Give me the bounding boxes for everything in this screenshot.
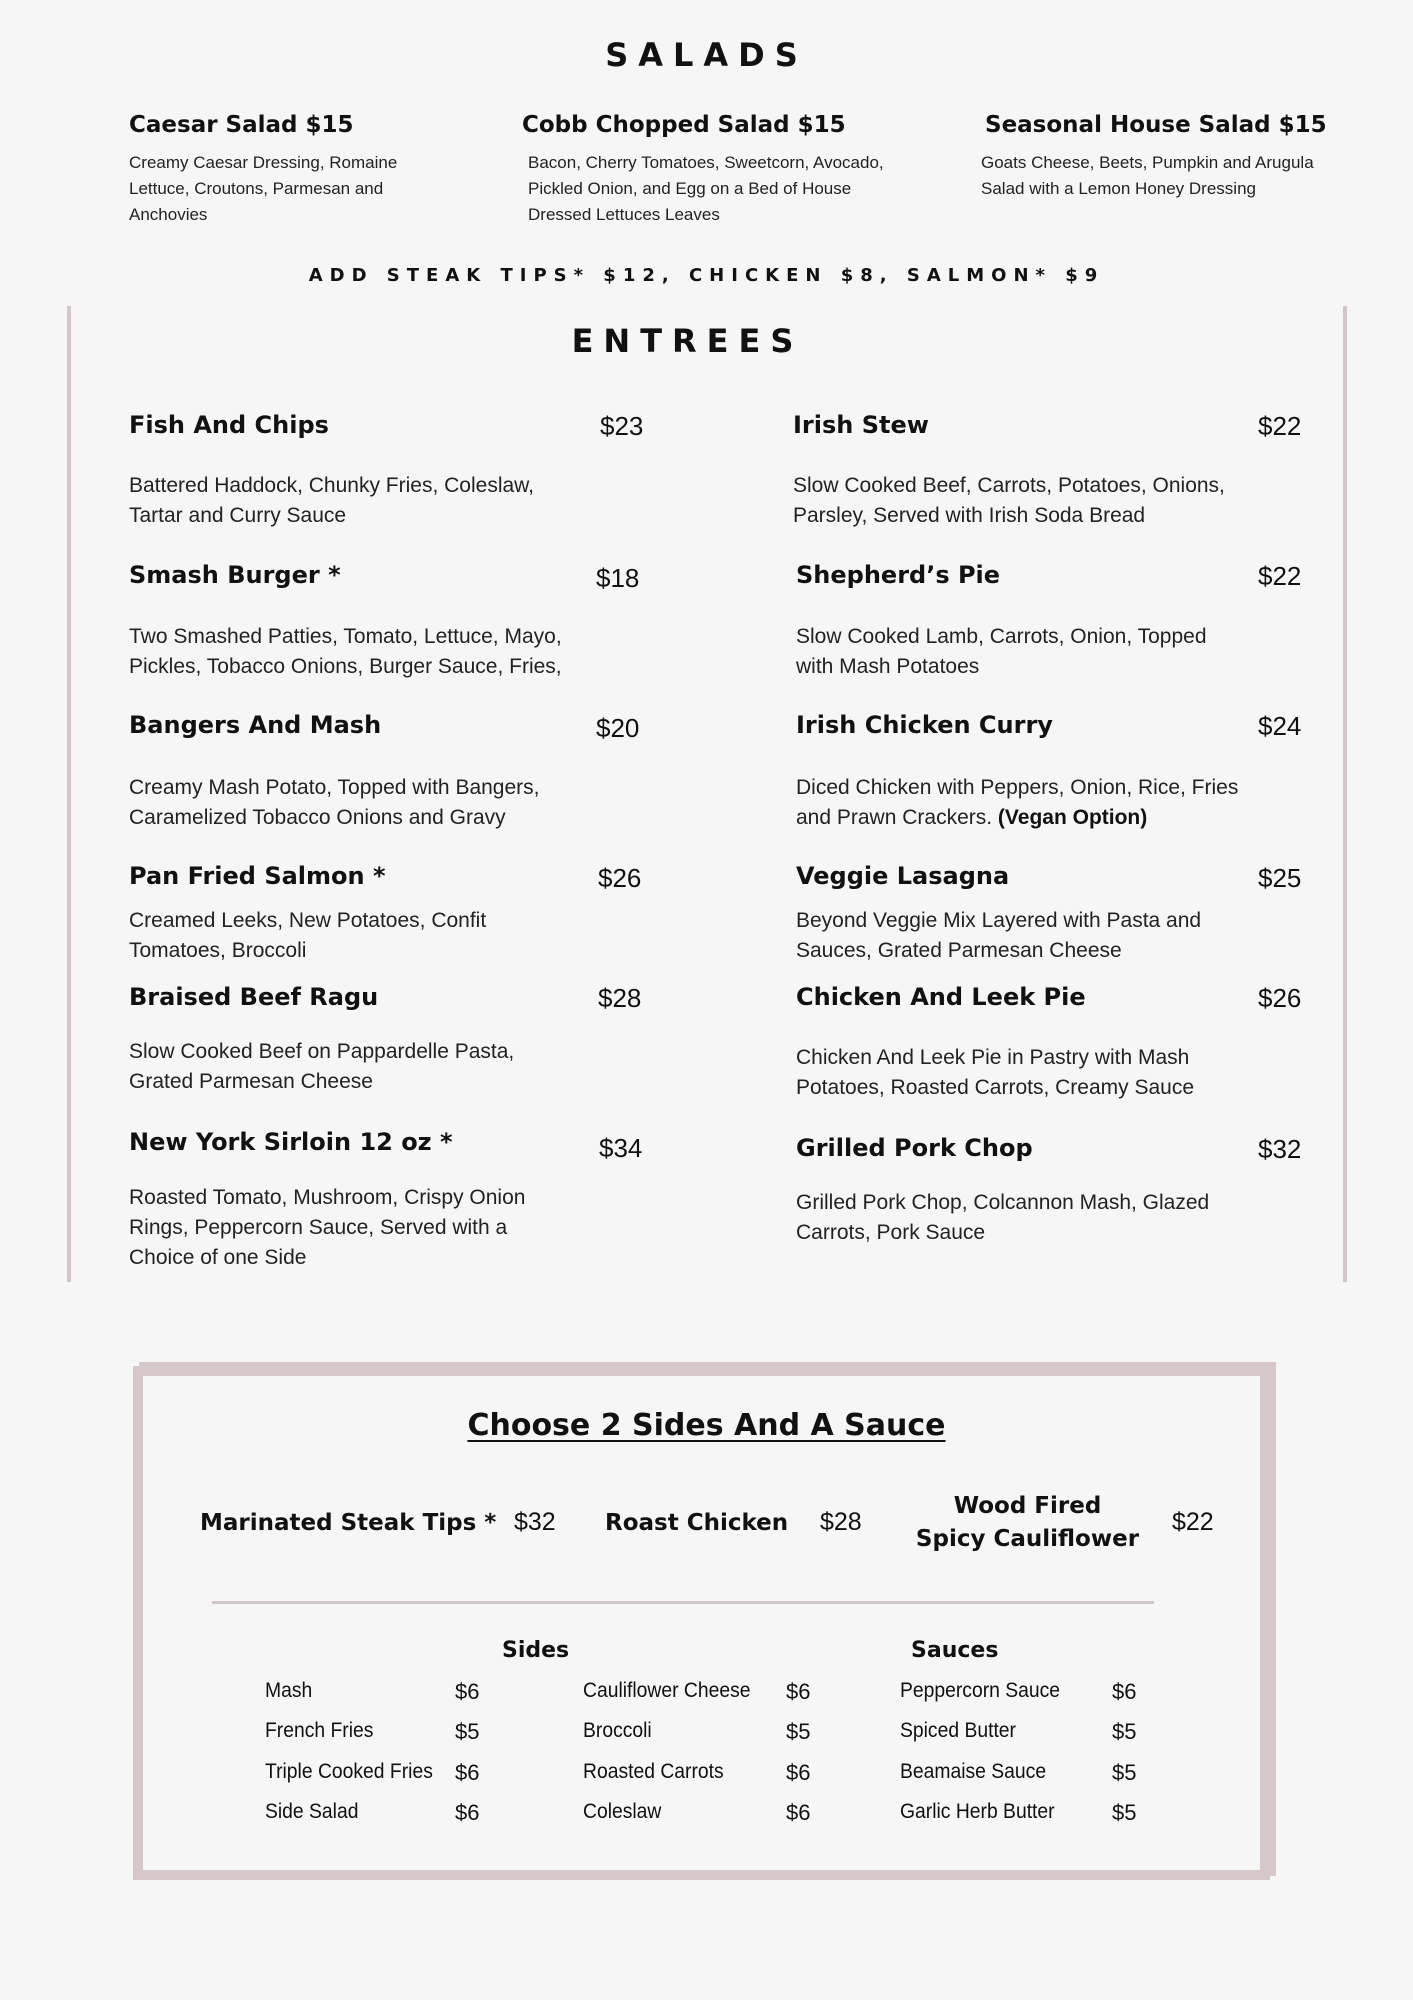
- entree-price: $26: [1258, 983, 1302, 1013]
- salad-item: [981, 112, 1365, 202]
- side-name: Side Salad: [265, 1800, 359, 1823]
- side-price: $5: [455, 1719, 480, 1744]
- entree-name: New York Sirloin 12 oz *: [129, 1128, 453, 1156]
- salad-name: Cobb Chopped Salad $15: [522, 112, 846, 138]
- side-price: $6: [455, 1679, 480, 1704]
- side-name: Coleslaw: [583, 1800, 662, 1823]
- entree-price: $28: [598, 983, 642, 1013]
- entree-name: Irish Chicken Curry: [796, 711, 1053, 739]
- entree-name: Pan Fried Salmon *: [129, 862, 386, 890]
- side-price: $6: [786, 1800, 811, 1825]
- sides-box-title: Choose 2 Sides And A Sauce: [467, 1408, 946, 1443]
- sauces-heading: Sauces: [911, 1638, 999, 1663]
- salads-title: SALADS: [605, 36, 808, 74]
- side-price: $6: [786, 1760, 811, 1785]
- entree-price: $22: [1258, 561, 1302, 591]
- salad-name: Caesar Salad $15: [129, 112, 354, 138]
- side-name: Cauliflower Cheese: [583, 1679, 751, 1702]
- entree-name: Braised Beef Ragu: [129, 983, 379, 1011]
- entree-description: Creamy Mash Potato, Topped with Bangers, Caramelized Tobacco Onions and Gravy: [129, 776, 540, 829]
- entree-description: Slow Cooked Beef, Carrots, Potatoes, Onions, Parsley, Served with Irish Soda Bread: [793, 474, 1225, 527]
- sauce-price: $6: [1112, 1679, 1137, 1704]
- entrees-title: ENTREES: [571, 322, 804, 360]
- sauce-price: $5: [1112, 1719, 1137, 1744]
- salad-description: Creamy Caesar Dressing, Romaine Lettuce, Croutons, Parmesan and Anchovies: [129, 153, 398, 224]
- entree-description: Slow Cooked Beef on Pappardelle Pasta, Grated Parmesan Cheese: [129, 1040, 515, 1093]
- main-price: $22: [1172, 1508, 1214, 1536]
- main-price: $32: [514, 1508, 556, 1536]
- entree-description: Grilled Pork Chop, Colcannon Mash, Glazed Carrots, Pork Sauce: [796, 1191, 1210, 1244]
- sauce-name: Peppercorn Sauce: [900, 1679, 1061, 1702]
- divider-left: [67, 306, 71, 1282]
- side-price: $6: [455, 1760, 480, 1785]
- entree-price: $34: [599, 1133, 643, 1163]
- main-name: Marinated Steak Tips *: [200, 1510, 497, 1536]
- sauce-price: $5: [1112, 1760, 1137, 1785]
- side-name: Mash: [265, 1679, 313, 1702]
- entree-name: Bangers And Mash: [129, 711, 382, 739]
- main-name: [900, 1490, 1155, 1556]
- entree-price: $24: [1258, 711, 1302, 741]
- salad-description: Goats Cheese, Beets, Pumpkin and Arugula Salad with a Lemon Honey Dressing: [981, 153, 1314, 198]
- side-price: $6: [786, 1679, 811, 1704]
- entree-description: Roasted Tomato, Mushroom, Crispy Onion Rings, Peppercorn Sauce, Served with a Choice of one Side: [129, 1186, 526, 1269]
- salad-item: [129, 112, 459, 228]
- entree-name: Veggie Lasagna: [796, 862, 1010, 890]
- side-name: French Fries: [265, 1719, 374, 1742]
- entree-name: Shepherd’s Pie: [796, 561, 1001, 589]
- entree-description: Two Smashed Patties, Tomato, Lettuce, Mayo, Pickles, Tobacco Onions, Burger Sauce, Fries,: [129, 625, 562, 678]
- side-price: $6: [455, 1800, 480, 1825]
- side-name: Triple Cooked Fries: [265, 1760, 433, 1783]
- vegan-option-note: (Vegan Option): [997, 806, 1148, 829]
- sauce-name: Spiced Butter: [900, 1719, 1016, 1742]
- entree-name: Fish And Chips: [129, 411, 329, 439]
- entree-description-text: Diced Chicken with Peppers, Onion, Rice, Fries and Prawn Crackers.: [796, 776, 1239, 829]
- divider-right: [1343, 306, 1347, 1282]
- entree-price: $26: [598, 863, 642, 893]
- sauce-name: Garlic Herb Butter: [900, 1800, 1055, 1823]
- entree-name: Chicken And Leek Pie: [796, 983, 1086, 1011]
- entree-description: Battered Haddock, Chunky Fries, Coleslaw, Tartar and Curry Sauce: [129, 474, 535, 527]
- entree-name: Smash Burger *: [129, 561, 341, 589]
- salad-name: Seasonal House Salad $15: [985, 112, 1327, 138]
- entree-price: $22: [1258, 411, 1302, 441]
- entree-description: Beyond Veggie Mix Layered with Pasta and Sauces, Grated Parmesan Cheese: [796, 909, 1202, 962]
- entree-price: $23: [600, 411, 644, 441]
- side-price: $5: [786, 1719, 811, 1744]
- side-name: Broccoli: [583, 1719, 652, 1742]
- salad-item: [522, 112, 912, 228]
- entree-description: Slow Cooked Lamb, Carrots, Onion, Topped with Mash Potatoes: [796, 625, 1207, 678]
- entree-description: [796, 773, 1256, 833]
- side-name: Roasted Carrots: [583, 1760, 724, 1783]
- main-name-line1: Wood Fired: [953, 1493, 1102, 1519]
- sauce-name: Beamaise Sauce: [900, 1760, 1047, 1783]
- entree-name: Grilled Pork Chop: [796, 1134, 1033, 1162]
- entree-description: Creamed Leeks, New Potatoes, Confit Tomatoes, Broccoli: [129, 909, 487, 962]
- entree-name: Irish Stew: [793, 411, 929, 439]
- main-name: Roast Chicken: [605, 1510, 789, 1536]
- salad-description: Bacon, Cherry Tomatoes, Sweetcorn, Avocado, Pickled Onion, and Egg on a Bed of House Dressed Lettuces Leaves: [528, 153, 884, 224]
- sides-divider: [212, 1601, 1154, 1604]
- main-name-line2: Spicy Cauliflower: [915, 1526, 1140, 1552]
- entree-price: $18: [596, 563, 640, 593]
- entree-description: Chicken And Leek Pie in Pastry with Mash Potatoes, Roasted Carrots, Creamy Sauce: [796, 1046, 1195, 1099]
- sauce-price: $5: [1112, 1800, 1137, 1825]
- main-price: $28: [820, 1508, 862, 1536]
- entree-price: $25: [1258, 863, 1302, 893]
- entree-price: $20: [596, 713, 640, 743]
- salad-addons: ADD STEAK TIPS* $12, CHICKEN $8, SALMON* $9: [308, 265, 1105, 286]
- sides-heading: Sides: [502, 1638, 570, 1663]
- entree-price: $32: [1258, 1134, 1302, 1164]
